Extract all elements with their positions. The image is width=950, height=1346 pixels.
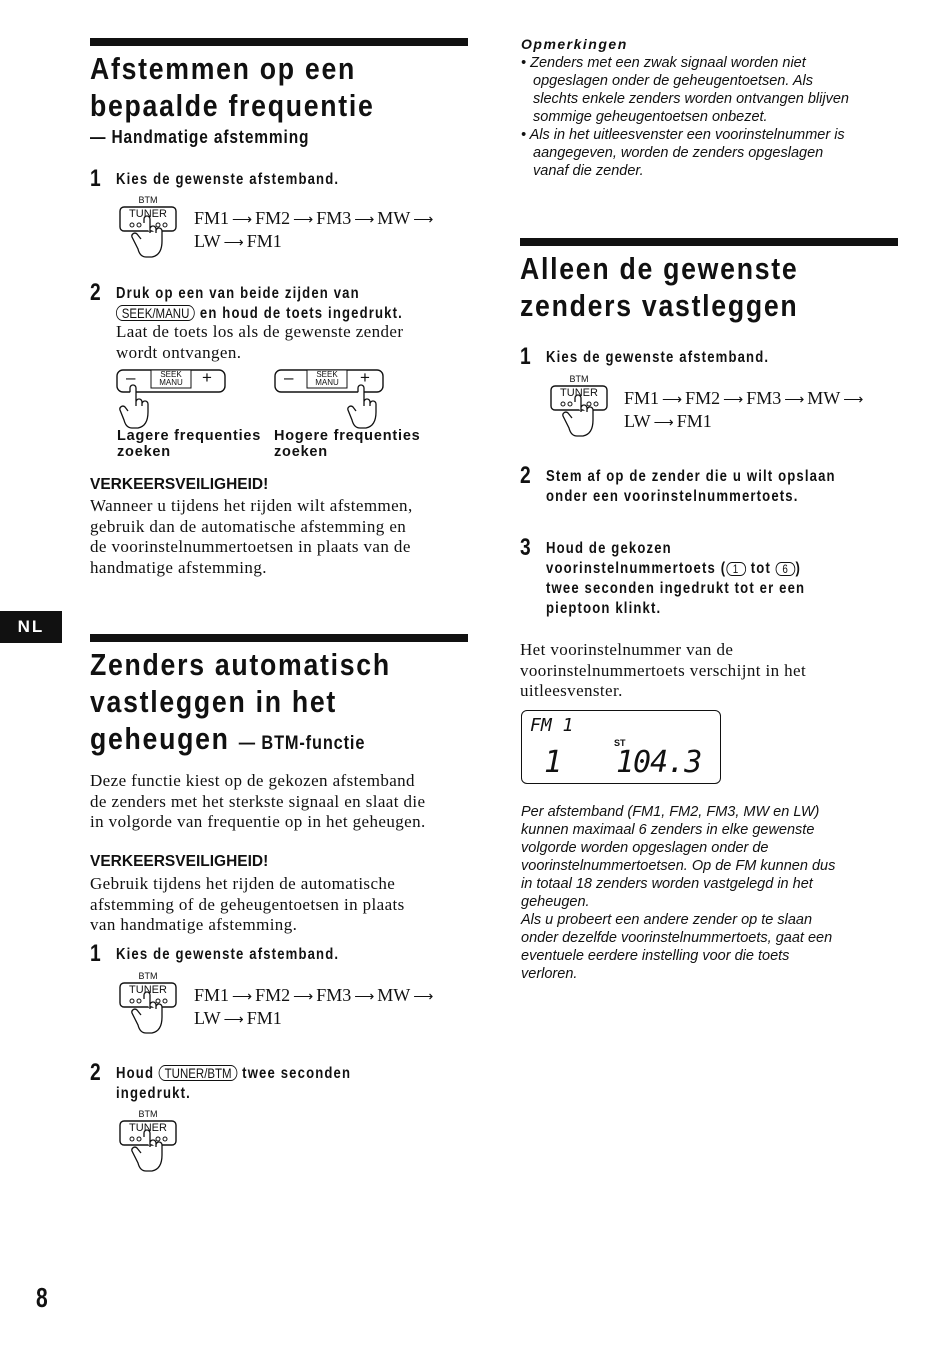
section-title: Zenders automatisch vastleggen in het geheugen — BTM-functie — [90, 647, 391, 756]
btm-label: BTM — [138, 195, 158, 205]
band-label: LW — [624, 411, 651, 431]
step-number: 1 — [90, 940, 101, 967]
step-text-line: Houd de gekozen — [546, 540, 672, 557]
band-label: FM2 — [255, 208, 291, 228]
minus-sign: – — [126, 368, 136, 387]
plus-sign: + — [202, 368, 212, 387]
step-text-line: Stem af op de zender die u wilt opslaan — [546, 468, 836, 485]
page-number: 8 — [36, 1282, 48, 1313]
step-text — [546, 539, 805, 619]
step-text — [116, 1064, 351, 1104]
arrow-right-icon: ⟶ — [223, 1013, 244, 1028]
note-item: • Zenders met een zwak signaal worden niet opgeslagen onder de geheugentoetsen. Als slechts enkele zenders worden ontvangen blijven sommige geheugentoetsen onbezet. — [521, 55, 849, 125]
arrow-right-icon: ⟶ — [293, 990, 314, 1005]
step-text-line: Druk op een van beide zijden van — [116, 285, 360, 302]
seek-label: SEEK — [316, 370, 338, 379]
tuner-button-illustration — [118, 195, 180, 265]
hand-pressing-icon — [118, 971, 180, 1041]
section-subtitle: — Handmatige afstemming — [90, 127, 310, 147]
seek-button-plus-illustration — [274, 368, 386, 430]
band-label: FM2 — [255, 985, 291, 1005]
seek-manu-key: SEEK/MANU — [116, 305, 195, 321]
band-label: FM3 — [746, 388, 782, 408]
preset-key-6: 6 — [776, 562, 796, 576]
step-text-line: en houd de toets ingedrukt. — [199, 305, 403, 322]
step-text-line: pieptoon klinkt. — [546, 600, 662, 617]
band-label: LW — [194, 231, 221, 251]
btm-label: BTM — [138, 971, 158, 981]
section-subtitle: — BTM-functie — [238, 733, 366, 754]
tuner-label: TUNER — [129, 984, 167, 996]
arrow-right-icon: ⟶ — [662, 393, 683, 408]
caption-higher: Hogere frequenties zoeken — [274, 428, 421, 460]
band-label: LW — [194, 1008, 221, 1028]
step-number: 2 — [90, 279, 101, 306]
seek-label: SEEK — [160, 370, 182, 379]
caption-lower: Lagere frequenties zoeken — [117, 428, 262, 460]
step-text-line: ) — [795, 560, 802, 577]
band-label: FM1 — [194, 208, 230, 228]
tuner-button-illustration — [118, 1109, 180, 1179]
step-number: 2 — [90, 1059, 101, 1086]
warning-heading: VERKEERSVEILIGHEID! — [90, 476, 269, 493]
lcd-preset-number: 1 — [544, 745, 563, 780]
minus-sign: – — [284, 368, 294, 387]
arrow-right-icon: ⟶ — [232, 213, 253, 228]
band-sequence — [194, 208, 436, 254]
band-label: FM3 — [316, 985, 352, 1005]
step-number: 3 — [520, 534, 531, 561]
tuner-btm-key: TUNER/BTM — [159, 1065, 237, 1081]
section-title: Alleen de gewenste zenders vastleggen — [520, 251, 799, 323]
tuner-button-illustration — [118, 971, 180, 1041]
warning-heading: VERKEERSVEILIGHEID! — [90, 853, 269, 870]
arrow-right-icon: ⟶ — [232, 990, 253, 1005]
btm-label: BTM — [138, 1109, 158, 1119]
arrow-right-icon: ⟶ — [223, 236, 244, 251]
band-label: FM1 — [246, 231, 282, 251]
step-text: Kies de gewenste afstemband. — [116, 946, 340, 963]
step-number: 1 — [90, 165, 101, 192]
arrow-right-icon: ⟶ — [653, 416, 674, 431]
band-label: FM2 — [685, 388, 721, 408]
arrow-right-icon: ⟶ — [293, 213, 314, 228]
band-sequence — [624, 388, 866, 434]
step-body: Het voorinstelnummer van de voorinstelnummertoets verschijnt in het uitleesvenster. — [520, 640, 807, 700]
arrow-right-icon: ⟶ — [843, 393, 864, 408]
step-number: 1 — [520, 343, 531, 370]
section-rule — [90, 38, 468, 46]
arrow-right-icon: ⟶ — [354, 213, 375, 228]
step-text: Kies de gewenste afstemband. — [546, 349, 770, 366]
arrow-right-icon: ⟶ — [413, 990, 434, 1005]
arrow-right-icon: ⟶ — [784, 393, 805, 408]
band-label: MW — [377, 208, 411, 228]
step-text-line: tot — [750, 560, 771, 577]
band-label: MW — [807, 388, 841, 408]
preset-key-1: 1 — [726, 562, 746, 576]
step-text-line: twee seconden — [242, 1065, 352, 1082]
tuner-label: TUNER — [129, 1122, 167, 1134]
warning-body: Gebruik tijdens het rijden de automatische afstemming of de geheugentoetsen in plaats van handmatige afstemming. — [90, 874, 405, 934]
lcd-frequency: 104.3 — [616, 745, 702, 780]
step-text-line: onder een voorinstelnummertoets. — [546, 488, 799, 505]
band-sequence — [194, 985, 436, 1031]
hand-pressing-icon — [118, 195, 180, 265]
step-number: 2 — [520, 462, 531, 489]
band-label: FM1 — [194, 985, 230, 1005]
notes-title: Opmerkingen — [521, 36, 628, 52]
manu-label: MANU — [315, 378, 339, 387]
plus-sign: + — [360, 368, 370, 387]
arrow-right-icon: ⟶ — [723, 393, 744, 408]
hand-pressing-icon — [118, 1109, 180, 1179]
manu-label: MANU — [159, 378, 183, 387]
btm-label: BTM — [569, 374, 589, 384]
step-text-line: Houd — [116, 1065, 155, 1082]
lcd-display — [521, 710, 721, 784]
section-rule — [90, 634, 468, 642]
band-label: FM1 — [624, 388, 660, 408]
tuner-label: TUNER — [129, 208, 167, 220]
section-title: Afstemmen op een bepaalde frequentie — [90, 51, 375, 123]
step-text-line: voorinstelnummertoets ( — [546, 560, 727, 577]
lcd-band: FM 1 — [530, 715, 574, 736]
note-body: Per afstemband (FM1, FM2, FM3, MW en LW) kunnen maximaal 6 zenders in elke gewenste volgorde worden opgeslagen onder de voorinstelnummertoetsen. Op de FM kunnen dus in totaal 18 zenders worden vastgelegd in het geheugen. Als u probeert een andere zender op te slaan onder dezelfde voorinstelnummertoets, gaat een eventuele eerdere instelling voor die toets verloren. — [521, 804, 836, 982]
hand-pressing-icon — [549, 374, 611, 444]
band-label: FM1 — [676, 411, 712, 431]
language-tab: NL — [0, 611, 62, 643]
band-label: MW — [377, 985, 411, 1005]
warning-body: Wanneer u tijdens het rijden wilt afstemmen, gebruik dan de automatische afstemming en de voorinstelnummertoetsen in plaats van de handmatige afstemming. — [90, 496, 413, 577]
section-rule — [520, 238, 898, 246]
lcd-stereo-indicator: ST — [614, 738, 626, 748]
arrow-right-icon: ⟶ — [413, 213, 434, 228]
band-label: FM3 — [316, 208, 352, 228]
tuner-label: TUNER — [560, 387, 598, 399]
note-item: • Als in het uitleesvenster een voorinstelnummer is aangegeven, worden de zenders opgeslagen vanaf die zender. — [521, 127, 845, 179]
step-text — [116, 284, 403, 324]
step-text — [546, 467, 836, 507]
tuner-button-illustration — [549, 374, 611, 444]
step-text-line: ingedrukt. — [116, 1085, 191, 1102]
seek-button-minus-illustration — [116, 368, 228, 430]
step-text: Kies de gewenste afstemband. — [116, 171, 340, 188]
step-text-line: twee seconden ingedrukt tot er een — [546, 580, 806, 597]
section-intro: Deze functie kiest op de gekozen afstemband de zenders met het sterkste signaal en slaat die in volgorde van frequentie op in het geheugen. — [90, 771, 426, 831]
band-label: FM1 — [246, 1008, 282, 1028]
arrow-right-icon: ⟶ — [354, 990, 375, 1005]
step-body: Laat de toets los als de gewenste zender wordt ontvangen. — [116, 322, 404, 362]
